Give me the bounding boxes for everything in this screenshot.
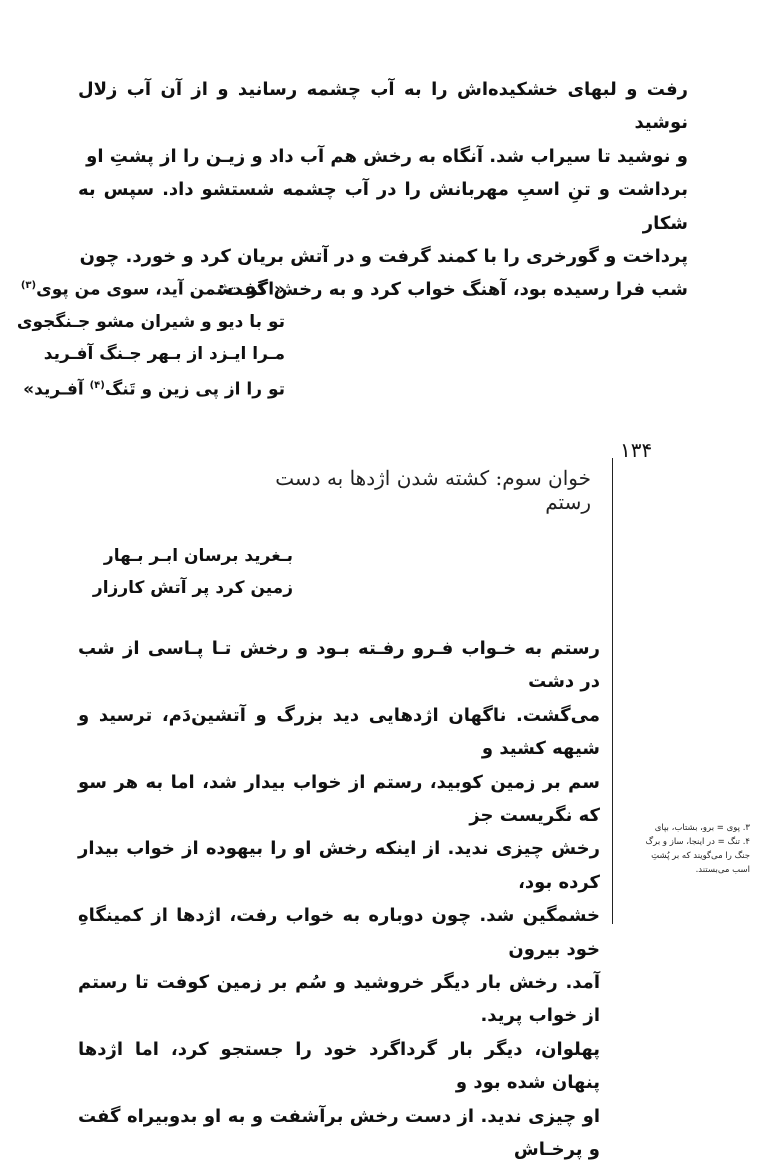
footnote-ref-4: (۴) [89,379,105,391]
verse-line: تو با دیو و شیران مشو جـنگجوی [16,311,285,332]
paragraph-line: برداشت و تنِ اسبِ مهربانش را در آب چشمه شستشو داد. سپس به شکار [78,179,688,234]
footnote-ref-3: (۳) [20,280,37,291]
footnote-line: جنگ را می‌گویند که بر پُشتِ [651,851,750,861]
margin-divider [612,458,613,924]
verse-line: تو را از پی زین و تَنگ$^{(۴)}$ آفـرید» [23,379,285,400]
paragraph-2 [78,632,600,1167]
paragraph-line: آمد. رخش بار دیگر خروشید و سُم بر زمین کوفت تا رستم از خواب پرید. [78,972,600,1027]
paragraph-line: سم بر زمین کوبید، رستم از خواب بیدار شد، اما به هر سو که نگریست جز [78,771,600,827]
section-title: خوان سوم: کشته شدن اژدها به دست رستم [275,466,591,514]
paragraph-line: می‌گشت. ناگهان اژدهایی دید بزرگ و آتشین‌دَم، ترسید و شیهه کشید و [78,704,600,760]
paragraph-line: رخش چیزی ندید. از اینکه رخش او را بیهوده از خواب بیدار کرده بود، [78,838,600,893]
paragraph-line: پرداخت و گورخری را با کمند گرفت و در آتش بریان کرد و خورد. چون [79,246,688,268]
page-number: ۱۳۴ [620,438,653,462]
verse-line: «اگر دشمن آید، سوی من پوی$^{(۳)}$ [20,279,285,300]
verse-line: بـغرید برسان ابـر بـهار [103,546,293,566]
verse-1 [16,270,285,405]
paragraph-line: و نوشید تا سیراب شد. آنگاه به رخش هم آب داد و زیـن را از پشتِ او [86,145,688,167]
verse-line: زمین کرد پر آتش کارزار [92,578,293,598]
paragraph-line: شب فرا رسیده بود، آهنگ خواب کرد و به رخش گفت: [217,279,688,301]
footnote-line: ۳. پوی = برو، بشتاب، بپای [654,823,750,833]
verse-line: مـرا ایـزد از بـهر جـنگ آفـرید [43,343,285,364]
verse-2 [93,540,293,604]
footnotes [624,821,750,877]
paragraph-line: رستم به خـواب فـرو رفـته بـود و رخش تـا پـاسی از شب در دشت [78,638,600,693]
paragraph-line: رفت و لبهای خشکیده‌اش را به آب چشمه رسانید و از آن آب زلال نوشید [78,79,688,134]
footnote-line: ۴. تنگ = در اینجا، ساز و برگ [645,837,750,847]
paragraph-line: پهلوان، دیگر بار گرداگرد خود را جستجو کرد، اما اژدها پنهان شده بود و [78,1038,600,1094]
paragraph-line: او چیزی ندید. از دست رخش برآشفت و به او بدوبیراه گفت و پرخـاش [78,1105,600,1161]
paragraph-line: خشمگین شد. چون دوباره به خواب رفت، اژدها از کمینگاهِ خود بیرون [78,905,600,960]
footnote-line: اسب می‌بستند. [695,865,750,875]
